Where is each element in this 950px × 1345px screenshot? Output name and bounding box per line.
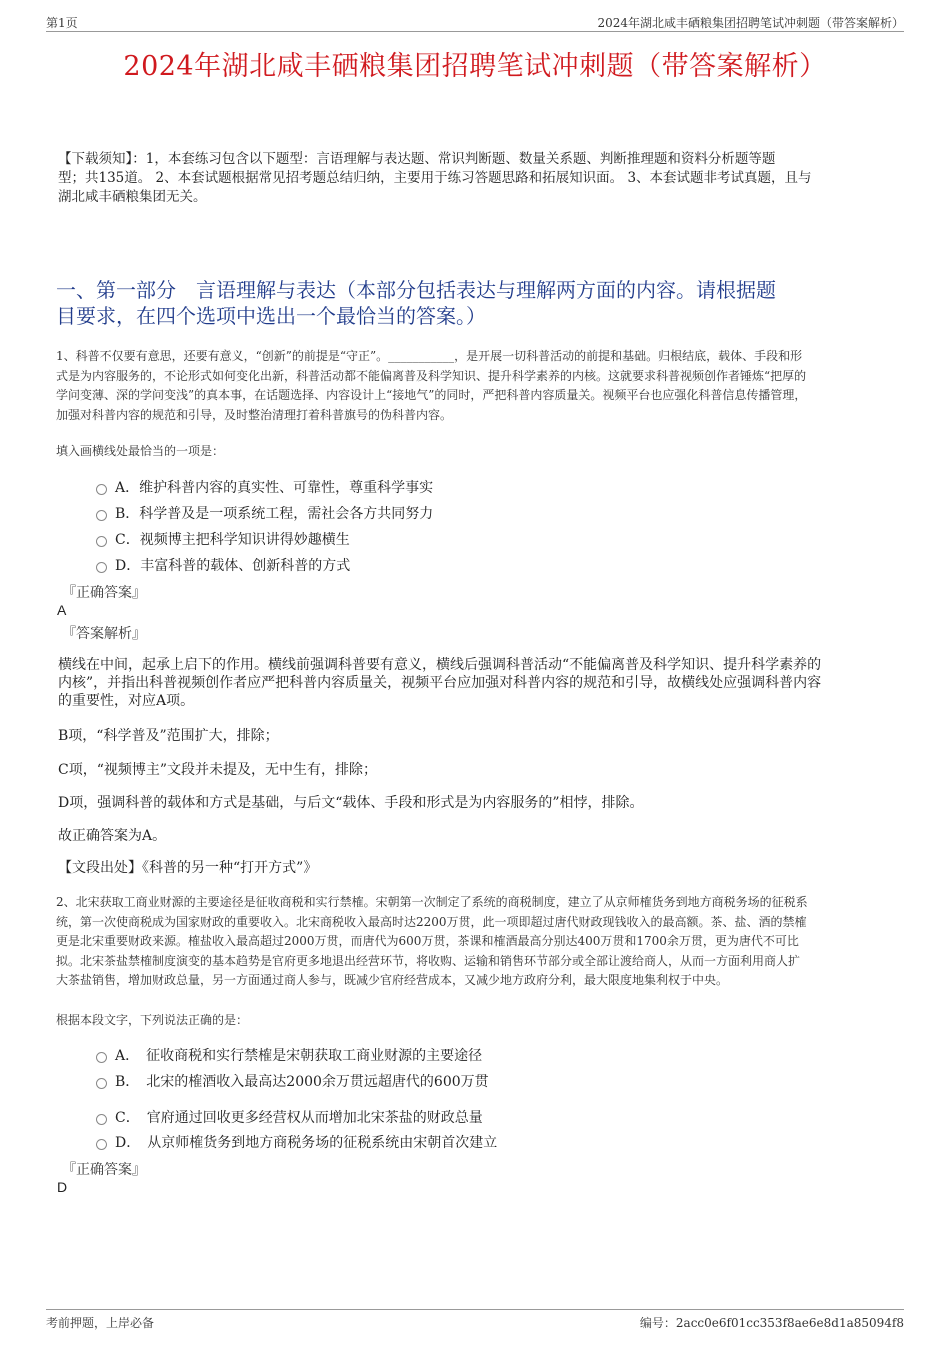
radio-icon[interactable] (96, 510, 107, 521)
section-heading-line: 一、第一部分 言语理解与表达（本部分包括表达与理解两方面的内容。请根据题 (56, 278, 776, 302)
q2-option-d-label: D． 从京师榷货务到地方商税务场的征税系统由宋朝首次建立 (115, 1135, 498, 1151)
q2-answer-label: 『正确答案』 (62, 1162, 146, 1178)
q1-note-d: D项，强调科普的载体和方式是基础，与后文“载体、手段和形式是为内容服务的”相悖，排除。 (58, 795, 644, 811)
q1-option-b[interactable] (96, 503, 433, 523)
q2-stem-line: 统，第一次使商税成为国家财政的重要收入。北宋商税收入最高时达2200万贯，此一项即超过唐代财政现钱收入的最高额。茶、盐、酒的禁榷 (56, 914, 807, 929)
q1-stem-line: 学问变薄、深的学问变浅”的真本事，在话题选择、内容设计上“接地气”的同时，严把科普内容质量关。视频平台也应强化科普信息传播管理， (56, 388, 807, 402)
radio-icon[interactable] (96, 1114, 107, 1125)
notice-line: 湖北咸丰硒粮集团无关。 (58, 189, 207, 205)
q1-note-c: C项，“视频博主”文段并未提及，无中生有，排除； (58, 762, 378, 778)
q2-stem (56, 893, 896, 991)
q2-stem-line: 拟。北宋茶盐禁榷制度演变的基本趋势是官府更多地退出经营环节，将收购、运输和销售环节部分或全部让渡给商人，从而一方面利用商人扩 (56, 953, 801, 968)
q1-stem-line: 式是为内容服务的，不论形式如何变化出新，科普活动都不能偏离普及科学知识、提升科学素养的内核。这就要求科普视频创作者锤炼“把厚的 (56, 368, 807, 383)
q1-option-c[interactable] (96, 529, 350, 549)
q1-stem (56, 347, 896, 425)
section-heading (56, 277, 896, 329)
q2-option-d[interactable] (96, 1132, 497, 1152)
notice-line: 【下载须知】：1，本套练习包含以下题型：言语理解与表达题、常识判断题、数量关系题、判断推理题和资料分析题等题 (58, 151, 776, 167)
q1-option-b-label: B．科学普及是一项系统工程，需社会各方共同努力 (115, 506, 434, 522)
q1-stem-line: 加强对科普内容的规范和引导，及时整治清理打着科普旗号的伪科普内容。 (56, 407, 453, 422)
footer-divider (46, 1309, 904, 1310)
q2-prompt: 根据本段文字，下列说法正确的是： (56, 1013, 249, 1027)
q1-option-c-label: C．视频博主把科学知识讲得妙趣横生 (115, 532, 350, 548)
q1-analysis-line: 内核”，并指出科普视频创作者应严把科普内容质量关，视频平台应加强对科普内容的规范和引导，故横线处应强调科普内容 (58, 675, 822, 691)
header-doc-title: 2024年湖北咸丰硒粮集团招聘笔试冲刺题（带答案解析） (597, 16, 904, 30)
q2-option-c-label: C． 官府通过回收更多经营权从而增加北宋茶盐的财政总量 (115, 1110, 483, 1126)
q1-answer-label: 『正确答案』 (62, 585, 146, 601)
radio-icon[interactable] (96, 562, 107, 573)
q2-stem-line: 2、北宋获取工商业财源的主要途径是征收商税和实行禁榷。宋朝第一次制定了系统的商税制度，建立了从京师榷货务到地方商税务场的征税系 (56, 895, 808, 909)
radio-icon[interactable] (96, 1078, 107, 1089)
q2-option-a[interactable] (96, 1045, 482, 1065)
q1-option-d-label: D．丰富科普的载体、创新科普的方式 (115, 558, 351, 574)
q2-option-a-label: A． 征收商税和实行禁榷是宋朝获取工商业财源的主要途径 (115, 1048, 483, 1064)
q1-conclusion: 故正确答案为A。 (58, 828, 167, 844)
radio-icon[interactable] (96, 1052, 107, 1063)
q2-option-b-label: B． 北宋的榷酒收入最高达2000余万贯远超唐代的600万贯 (115, 1074, 489, 1090)
section-heading-line: 目要求，在四个选项中选出一个最恰当的答案。） (56, 304, 486, 328)
download-notice (58, 150, 898, 207)
header-divider (46, 31, 904, 32)
footer-doc-id: 编号：2acc0e6f01cc353f8ae6e8d1a85094f8 (639, 1316, 904, 1330)
q1-note-b: B项，“科学普及”范围扩大，排除； (58, 728, 279, 744)
q2-answer: D (57, 1179, 68, 1195)
q1-analysis (58, 656, 898, 710)
q1-analysis-line: 的重要性，对应A项。 (58, 693, 195, 709)
page-number: 第1页 (46, 16, 78, 30)
page-title: 2024年湖北咸丰硒粮集团招聘笔试冲刺题（带答案解析） (123, 51, 827, 82)
radio-icon[interactable] (96, 536, 107, 547)
q1-source: 【文段出处】《科普的另一种“打开方式”》 (58, 860, 318, 876)
q1-option-a[interactable] (96, 477, 433, 497)
radio-icon[interactable] (96, 484, 107, 495)
q2-option-b[interactable] (96, 1071, 489, 1091)
q1-prompt: 填入画横线处最恰当的一项是： (56, 444, 225, 458)
q1-option-d[interactable] (96, 555, 350, 575)
q1-answer: A (57, 602, 67, 618)
radio-icon[interactable] (96, 1139, 107, 1150)
q1-analysis-label: 『答案解析』 (62, 626, 146, 642)
q1-analysis-line: 横线在中间，起承上启下的作用。横线前强调科普要有意义，横线后强调科普活动“不能偏离普及科学知识、提升科学素养的 (58, 657, 822, 673)
footer-slogan: 考前押题，上岸必备 (46, 1316, 155, 1330)
q2-stem-line: 更是北宋重要财政来源。榷盐收入最高超过2000万贯，而唐代为600万贯，茶课和榷酒最高分别达400万贯和1700余万贯，更为唐代不可比 (56, 934, 799, 948)
q2-option-c[interactable] (96, 1107, 483, 1127)
q1-option-a-label: A．维护科普内容的真实性、可靠性，尊重科学事实 (115, 480, 434, 496)
q2-stem-line: 大茶盐销售，增加财政总量，另一方面通过商人参与，既减少官府经营成本，又减少地方政府分利，最大限度地集利权于中央。 (56, 973, 729, 987)
q1-stem-line: 1、科普不仅要有意思，还要有意义，“创新”的前提是“守正”。___________，是开展一切科普活动的前提和基础。归根结底，载体、手段和形 (56, 349, 803, 363)
notice-line: 型；共135道。 2、本套试题根据常见招考题总结归纳，主要用于练习答题思路和拓展知识面。 3、本套试题非考试真题，且与 (58, 170, 812, 186)
